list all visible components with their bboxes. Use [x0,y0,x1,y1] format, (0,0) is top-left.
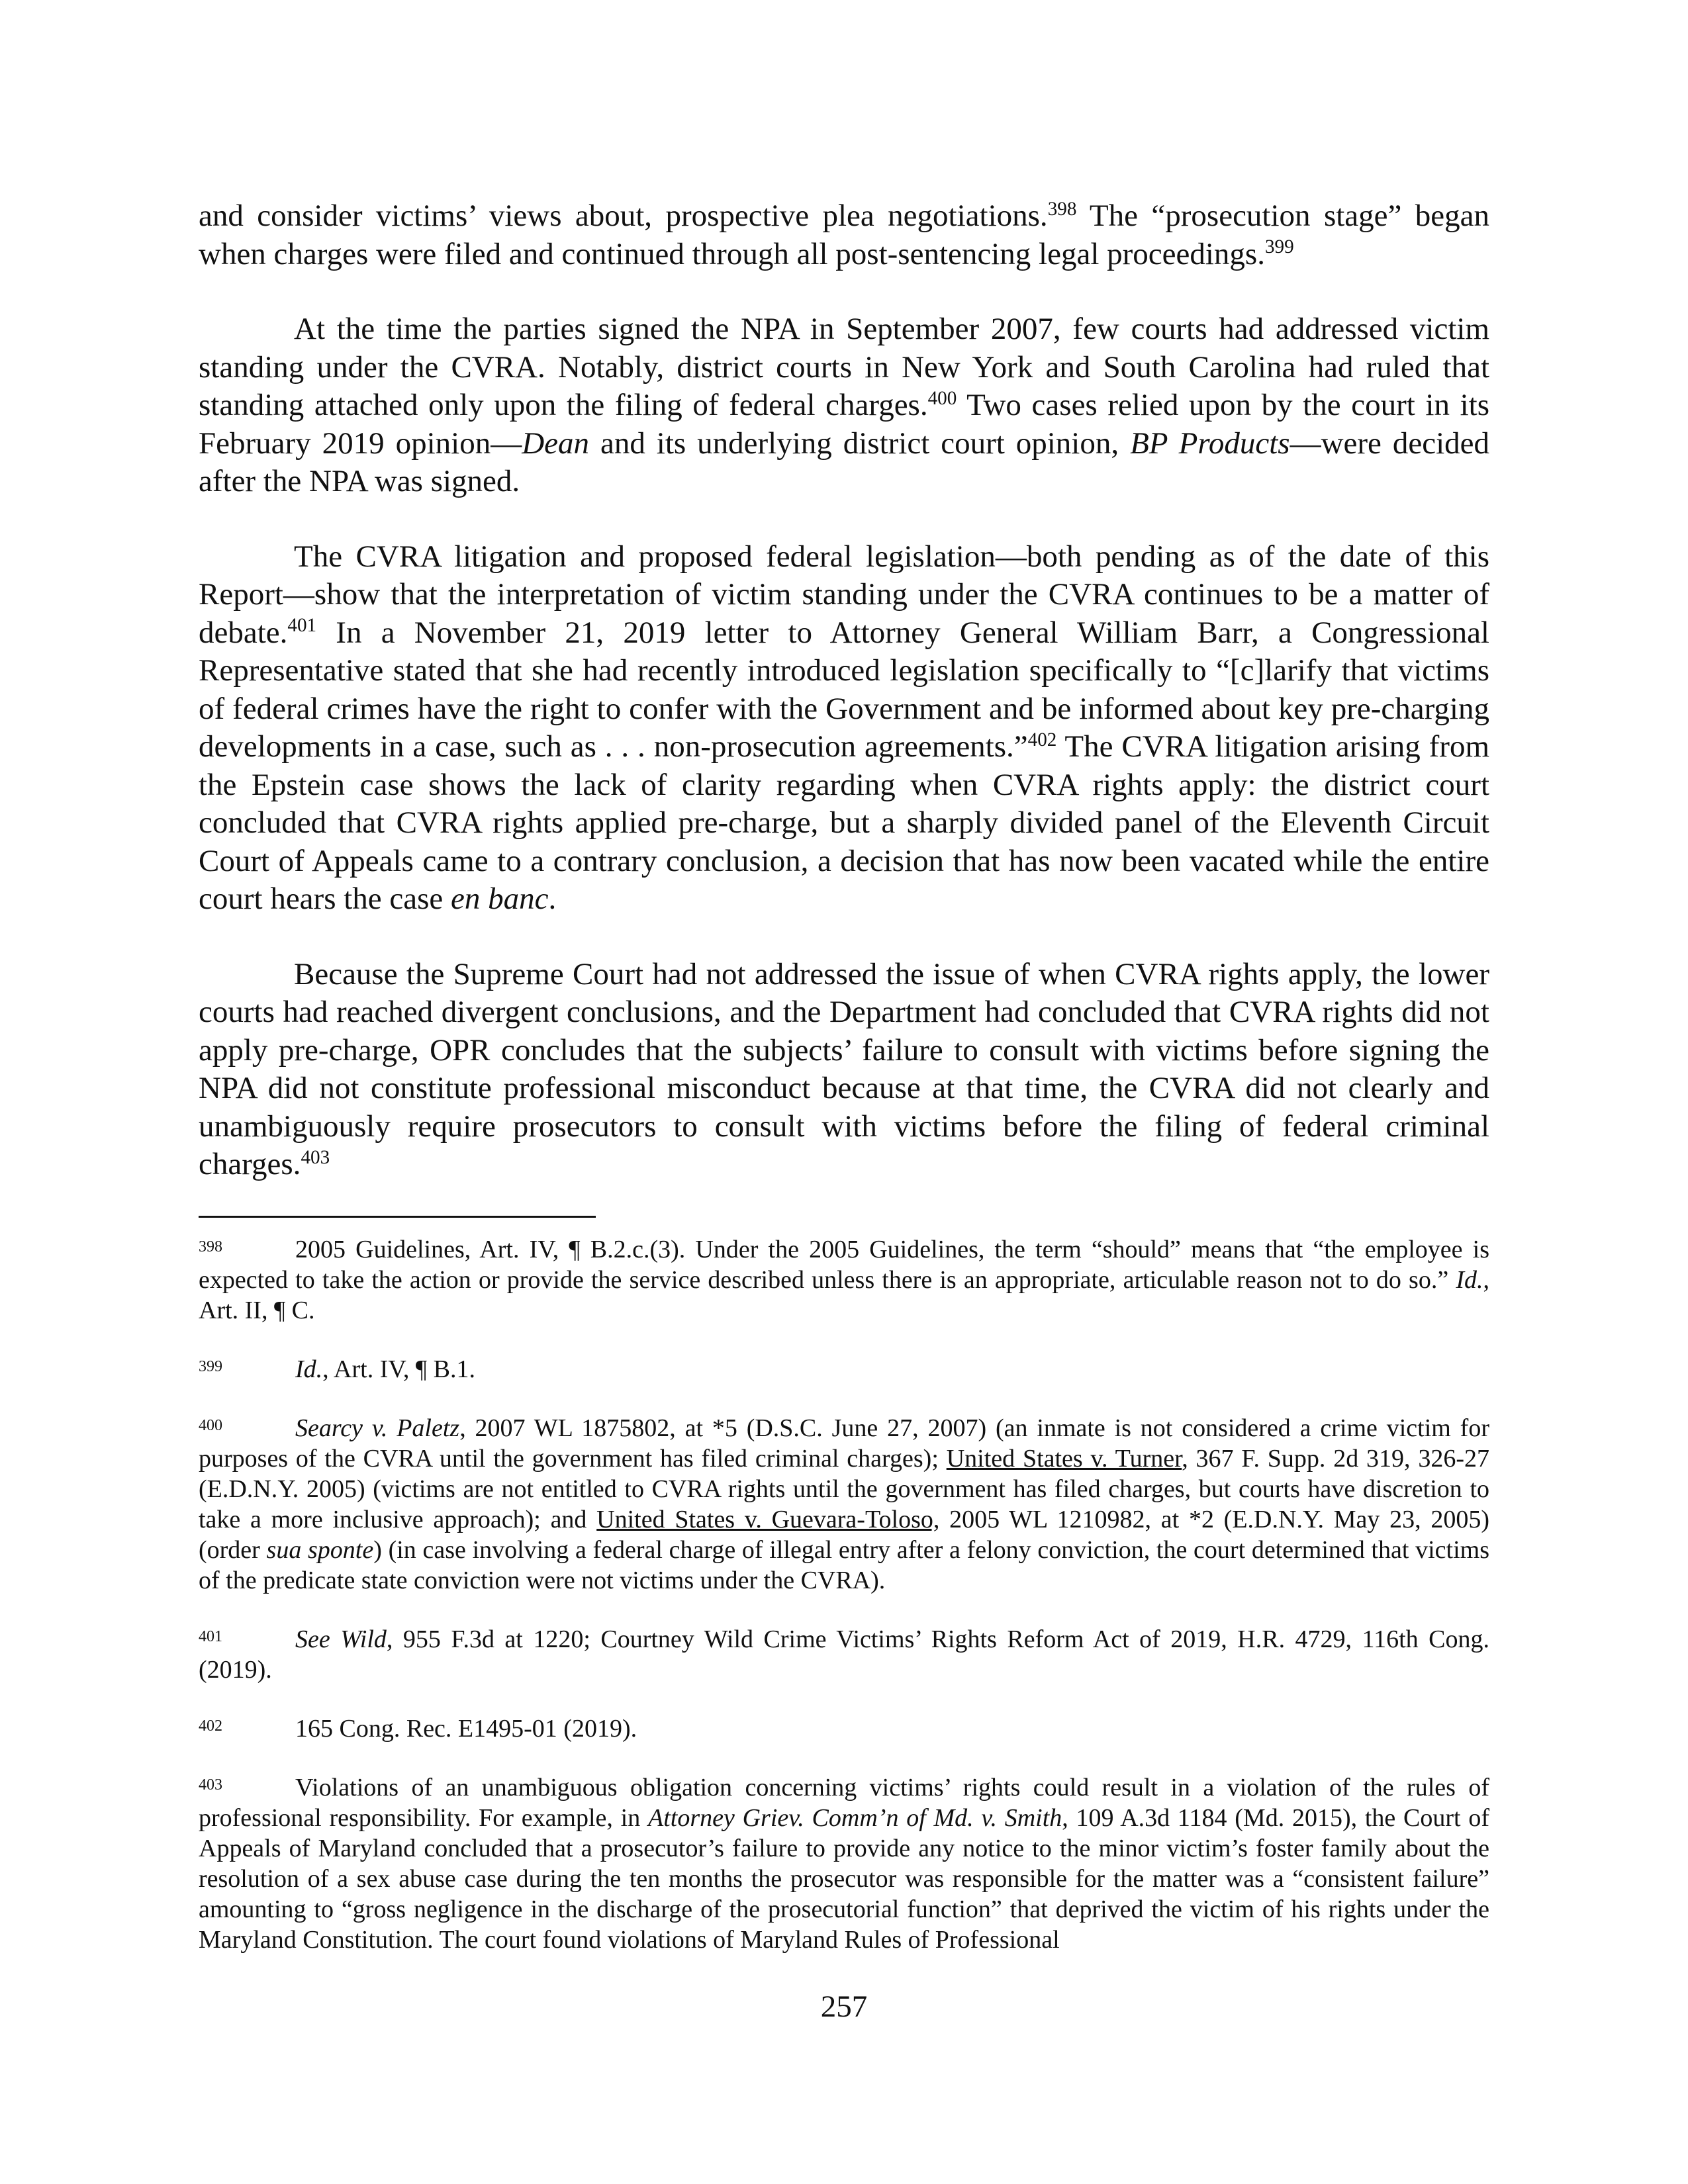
text-run: The “prosecution stage” began when charges were filed and continued through all post-sentencing legal proceedings. [199,199,1489,271]
footnotes [199,1234,1489,1983]
footnote-text: 165 Cong. Rec. E1495-01 (2019). [295,1715,637,1743]
page-number: 257 [820,1989,868,2024]
italic-en-banc: en banc [451,882,549,916]
footnote-number: 399 [199,1358,222,1375]
footnote-number: 398 [199,1238,222,1255]
footnote-ref-398[interactable]: 398 [1047,198,1077,220]
footnote-italic: Attorney Griev. Comm’n of Md. v. Smith [648,1804,1062,1832]
footnote-text: , 2007 WL 1875802, at *5 (D.S.C. June 27, 2007) (an inmate is not considered a crime victim for purposes of the CVRA until the government has filed criminal charges); [199,1414,1489,1473]
case-name-bp-products: BP Products [1130,426,1290,461]
footnote-ref-399[interactable]: 399 [1264,236,1294,258]
footnote-ref-403[interactable]: 403 [301,1146,330,1168]
footnote-text: , Art. II, ¶ C. [199,1266,1489,1324]
footnote-ref-402[interactable]: 402 [1027,729,1057,751]
paragraph-1 [199,197,1489,273]
paragraph-4 [199,956,1489,1184]
footnote-text: 2005 WL 1210982, at *2 (E.D.N.Y. May 23, 2005) (order [199,1506,1489,1564]
case-name-dean: Dean [522,426,590,461]
footnote-italic: See Wild [295,1625,387,1653]
footnote-italic: sua sponte [266,1536,374,1564]
text-run: and its underlying district court opinion, [589,426,1131,461]
text-run: and consider victims’ views about, prospective plea negotiations. [199,199,1048,233]
footnote-italic: Searcy v. Paletz [295,1414,460,1442]
text-run: . [548,882,557,916]
text-run: The CVRA litigation arising from the Epstein case shows the lack of clarity regarding when CVRA rights apply: the district court concluded that CVRA rights applied pre-charge, but a sharply divided panel of the Eleventh Circuit Court of Appeals came to a contrary conclusion, a decision that has now been vacated while the entire court hears the case [199,729,1490,916]
footnote-398 [199,1234,1489,1326]
footnote-text: ) (in case involving a federal charge of illegal entry after a felony conviction, the court determined that victims of the predicate state conviction were not victims under the CVRA). [199,1536,1489,1594]
footnote-underline: United States v. Guevara-Toloso, [596,1506,940,1533]
footnote-400 [199,1413,1489,1596]
footnote-underline: United States v. Turner [946,1445,1182,1473]
footnote-number: 403 [199,1776,222,1794]
footnote-402 [199,1713,1489,1744]
footnote-text: , 109 A.3d 1184 (Md. 2015), the Court of Appeals of Maryland concluded that a prosecutor’s failure to provide any notice to the minor victim’s foster family about the resolution of a sex abuse case during the ten months the prosecutor was responsible for the matter was a “consistent failure” amounting to “gross negligence in the discharge of the prosecutorial function” that deprived the victim of his rights under the Maryland Constitution. The court found violations of Maryland Rules of Professional [199,1804,1490,1954]
footnote-399 [199,1354,1489,1385]
text-run: Because the Supreme Court had not addressed the issue of when CVRA rights apply, the lower courts had reached divergent conclusions, and the Department had concluded that CVRA rights did not apply pre-charge, OPR concludes that the subjects’ failure to consult with victims before signing the NPA did not constitute professional misconduct because at that time, the CVRA did not clearly and unambiguously require prosecutors to consult with victims before the filing of federal criminal charges. [199,956,1489,1181]
paragraph-2 [199,310,1489,501]
text-run: At the time the parties signed the NPA in September 2007, few courts had addressed victim standing under the CVRA. Notably, district courts in New York and South Carolina had ruled that standing attached only upon the filing of federal charges. [199,312,1489,422]
text-run: —were decided after the NPA was signed. [199,426,1489,498]
text-run: Two cases relied upon by the court in its February 2019 opinion— [199,388,1489,461]
footnote-text: , 955 F.3d at 1220; Courtney Wild Crime Victims’ Rights Reform Act of 2019, H.R. 4729, 116th Cong. (2019). [199,1625,1489,1684]
footnote-text: Violations of an unambiguous obligation concerning victims’ rights could result in a violation of the rules of professional responsibility. For example, in [199,1774,1489,1832]
footnote-text: 2005 Guidelines, Art. IV, ¶ B.2.c.(3). Under the 2005 Guidelines, the term “should” means that “the employee is expected to take the action or provide the service described unless there is an appropriate, articulable reason not to do so.” [199,1236,1489,1294]
footnote-separator [199,1216,596,1218]
text-run: The CVRA litigation and proposed federal legislation—both pending as of the date of this Report—show that the interpretation of victim standing under the CVRA continues to be a matter of debate. [199,539,1489,650]
paragraph-3 [199,538,1489,919]
footnote-ref-401[interactable]: 401 [287,615,317,637]
footnote-403 [199,1772,1489,1955]
body-text [199,197,1489,1221]
text-run: In a November 21, 2019 letter to Attorney General William Barr, a Congressional Representative stated that she had recently introduced legislation specifically to “[c]larify that victims of federal crimes have the right to confer with the Government and be informed about key pre-charging developments in a case, such as . . . non-prosecution agreements.” [199,615,1489,764]
footnote-ref-400[interactable]: 400 [927,387,957,409]
footnote-text: , Art. IV, ¶ B.1. [322,1355,475,1383]
footnote-number: 400 [199,1417,222,1434]
footnote-number: 402 [199,1717,222,1735]
footnote-italic: Id. [1456,1266,1483,1294]
footnote-italic: Id. [295,1355,323,1383]
footnote-number: 401 [199,1628,222,1645]
footnote-401 [199,1624,1489,1685]
footnote-text: , 367 F. Supp. 2d 319, 326-27 (E.D.N.Y. 2005) (victims are not entitled to CVRA rights until the government has filed charges, but courts have discretion to take a more inclusive approach); and [199,1445,1489,1533]
